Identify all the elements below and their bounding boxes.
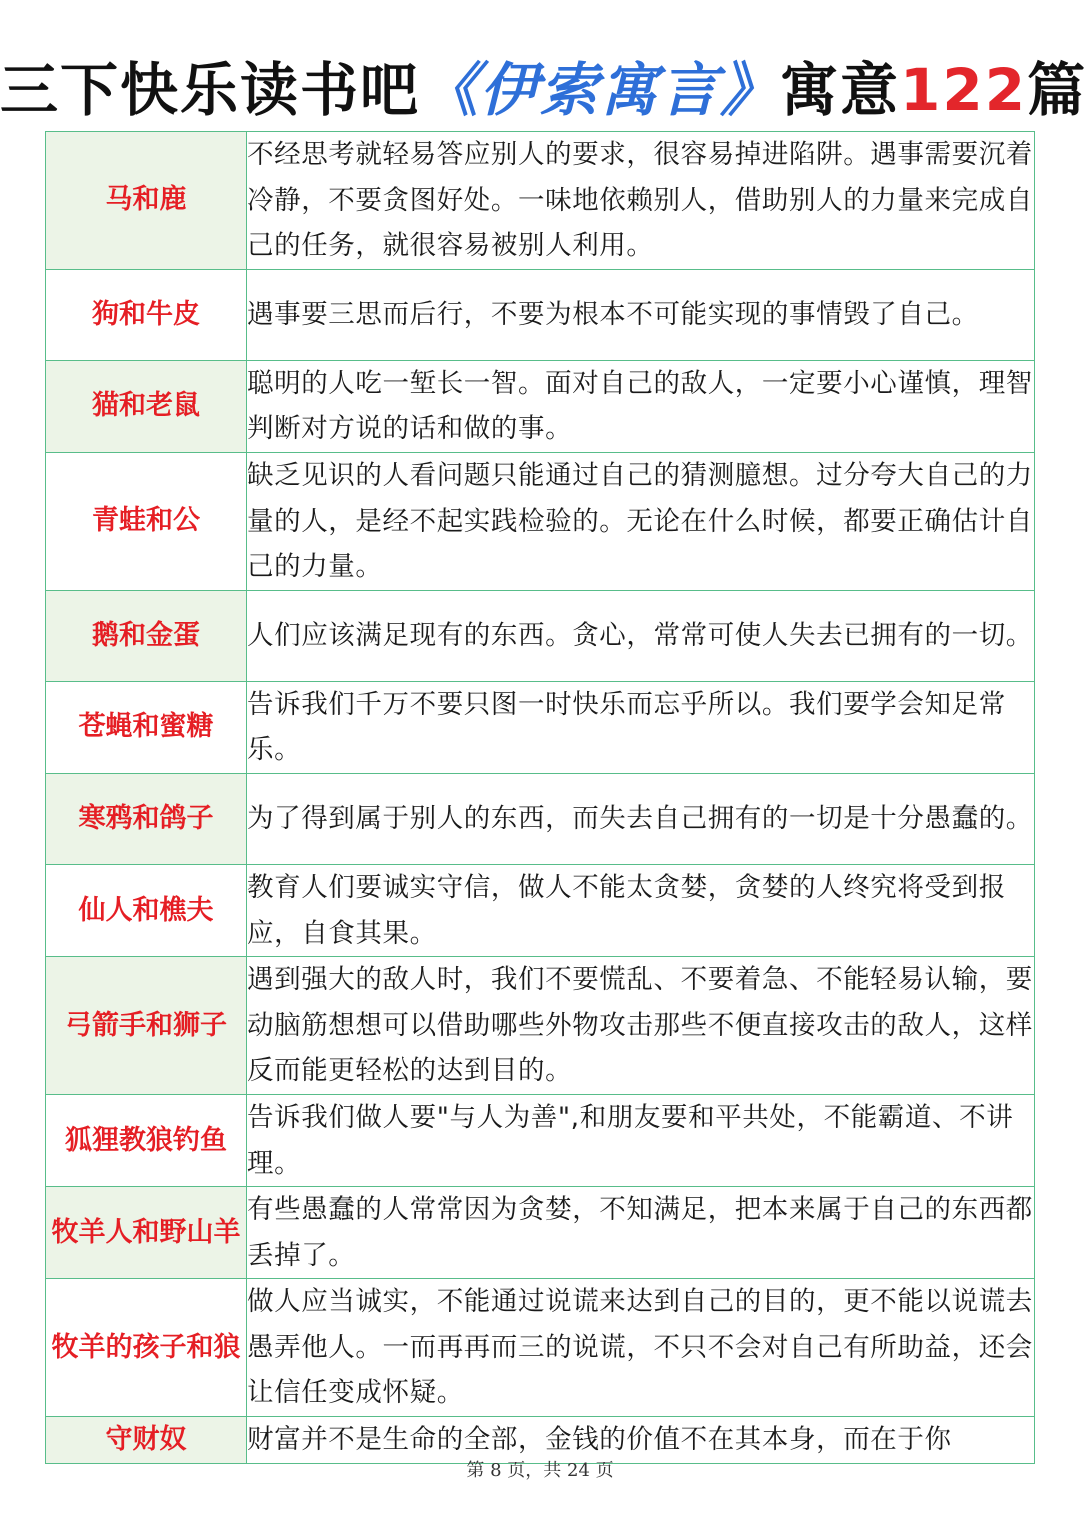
fable-meaning: 聪明的人吃一堑长一智。面对自己的敌人，一定要小心谨慎，理智判断对方说的话和做的事。 <box>247 360 1035 452</box>
page-title <box>0 48 1087 138</box>
fable-name: 青蛙和公 <box>46 452 247 590</box>
title-part-5: 篇 <box>1027 56 1087 124</box>
fable-name: 苍蝇和蜜糖 <box>46 681 247 773</box>
page-footer: 第 8 页，共 24 页 <box>466 1460 614 1481</box>
table-row <box>46 1279 1035 1417</box>
fable-meaning: 人们应该满足现有的东西。贪心，常常可使人失去已拥有的一切。 <box>247 590 1035 681</box>
fable-meaning: 做人应当诚实，不能通过说谎来达到自己的目的，更不能以说谎去愚弄他人。一而再再而三的说谎，不只不会对自己有所助益，还会让信任变成怀疑。 <box>247 1279 1035 1417</box>
table-row <box>46 590 1035 681</box>
table-row <box>46 957 1035 1095</box>
fable-name: 马和鹿 <box>46 132 247 270</box>
table-row <box>46 773 1035 864</box>
fable-meaning: 告诉我们做人要"与人为善",和朋友要和平共处，不能霸道、不讲理。 <box>247 1094 1035 1186</box>
table-row <box>46 681 1035 773</box>
fable-meaning: 有些愚蠢的人常常因为贪婪，不知满足，把本来属于自己的东西都丢掉了。 <box>247 1187 1035 1279</box>
fable-meaning: 告诉我们千万不要只图一时快乐而忘乎所以。我们要学会知足常乐。 <box>247 681 1035 773</box>
fable-name: 牧羊人和野山羊 <box>46 1187 247 1279</box>
fable-meaning: 遇事要三思而后行，不要为根本不可能实现的事情毁了自己。 <box>247 269 1035 360</box>
fable-name: 狐狸教狼钓鱼 <box>46 1094 247 1186</box>
table-row <box>46 132 1035 270</box>
fable-meaning: 不经思考就轻易答应别人的要求，很容易掉进陷阱。遇事需要沉着冷静，不要贪图好处。一味地依赖别人，借助别人的力量来完成自己的任务，就很容易被别人利用。 <box>247 132 1035 270</box>
title-book-name: 《伊索寓言》 <box>420 56 781 124</box>
fable-name: 鹅和金蛋 <box>46 590 247 681</box>
fable-name: 寒鸦和鸽子 <box>46 773 247 864</box>
fables-table <box>45 131 1035 1464</box>
fable-name: 仙人和樵夫 <box>46 864 247 956</box>
fable-name: 守财奴 <box>46 1417 247 1464</box>
fable-meaning: 财富并不是生命的全部，金钱的价值不在其本身，而在于你 <box>247 1417 1035 1464</box>
fable-name: 狗和牛皮 <box>46 269 247 360</box>
table-row <box>46 1187 1035 1279</box>
title-count: 122 <box>900 56 1028 124</box>
table-row <box>46 864 1035 956</box>
title-part-3: 寓意 <box>780 56 901 124</box>
fable-name: 牧羊的孩子和狼 <box>46 1279 247 1417</box>
table-row <box>46 360 1035 452</box>
fable-name: 猫和老鼠 <box>46 360 247 452</box>
fable-name: 弓箭手和狮子 <box>46 957 247 1095</box>
fable-meaning: 遇到强大的敌人时，我们不要慌乱、不要着急、不能轻易认输，要动脑筋想想可以借助哪些外物攻击那些不便直接攻击的敌人，这样反而能更轻松的达到目的。 <box>247 957 1035 1095</box>
table-row <box>46 1094 1035 1186</box>
fable-meaning: 缺乏见识的人看问题只能通过自己的猜测臆想。过分夸大自己的力量的人，是经不起实践检验的。无论在什么时候，都要正确估计自己的力量。 <box>247 452 1035 590</box>
fable-meaning: 教育人们要诚实守信，做人不能太贪婪，贪婪的人终究将受到报应，自食其果。 <box>247 864 1035 956</box>
table-row <box>46 269 1035 360</box>
title-part-1: 三下快乐读书吧 <box>0 56 421 124</box>
table-row <box>46 452 1035 590</box>
fable-meaning: 为了得到属于别人的东西，而失去自己拥有的一切是十分愚蠢的。 <box>247 773 1035 864</box>
